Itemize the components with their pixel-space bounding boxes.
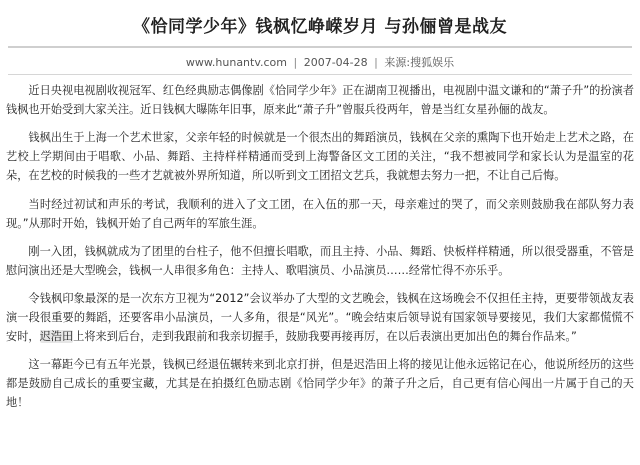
paragraph-text: 上将来到后台，走到我跟前和我亲切握手，鼓励我要再接再厉，在以后表演出更加出色的舞台作品来。” xyxy=(73,330,577,343)
highlighted-name: 迟浩田 xyxy=(39,330,74,343)
publish-date: 2007-04-28 xyxy=(303,56,368,69)
article-source: 来源:搜狐娱乐 xyxy=(384,56,455,69)
meta-separator: | xyxy=(374,56,378,69)
article-body xyxy=(6,81,634,412)
article-headline: 《恰同学少年》钱枫忆峥嵘岁月 与孙俪曾是战友 xyxy=(133,17,507,37)
article-paragraph xyxy=(6,289,634,346)
article-paragraph: 这一幕距今已有五年光景，钱枫已经退伍辗转来到北京打拼，但是迟浩田上将的接见让他永远铭记在心，他说所经历的这些都是鼓励自己成长的重要宝藏，尤其是在拍摄红色励志剧《恰同学少年》的萧子升之后，自己更有信心闯出一片属于自己的天地！ xyxy=(6,358,634,409)
article-paragraph: 刚一入团，钱枫就成为了团里的台柱子，他不但擅长唱歌，而且主持、小品、舞蹈、快板样样精通，所以很受器重，不管是慰问演出还是大型晚会，钱枫一人串很多角色：主持人、歌唱演员、小品演员……经常忙得不亦乐乎。 xyxy=(6,245,634,277)
article-meta xyxy=(6,48,634,74)
article-paragraph: 钱枫出生于上海一个艺术世家，父亲年轻的时候就是一个很杰出的舞蹈演员，钱枫在父亲的熏陶下也开始走上艺术之路，在艺校上学期间由于唱歌、小品、舞蹈、主持样样精通而受到上海警备区文工团的关注，“我不想被同学和家长认为是温室的花朵，在艺校的时候我的一些才艺就被外界所知道，所以听到文工团招文艺兵，我就想去努力一把，不让自己后悔。 xyxy=(6,131,634,182)
article-paragraph: 当时经过初试和声乐的考试，我顺利的进入了文工团，在入伍的那一天，母亲难过的哭了，而父亲则鼓励我在部队努力表现。”从那时开始，钱枫开始了自己两年的军旅生涯。 xyxy=(6,198,634,230)
source-site-link[interactable]: www.hunantv.com xyxy=(185,56,287,69)
article-paragraph: 近日央视电视剧收视冠军、红色经典励志偶像剧《恰同学少年》正在湖南卫视播出，电视剧中温文谦和的“萧子升”的扮演者钱枫也开始受到大家关注。近日钱枫大曝陈年旧事，原来此“萧子升”曾服兵役两年，曾是当红女星孙俪的战友。 xyxy=(6,84,634,116)
meta-separator: | xyxy=(293,56,298,69)
meta-divider xyxy=(8,74,632,75)
paragraph-text: 令钱枫印象最深的是一次东方卫视为“2012”会议举办了大型的文艺晚会，钱枫在这场晚会不仅担任主持，更要带领战友表演一段很重要的舞蹈，还要客串小品演员，一人多角，很是“风光”。“晚会结束后领导说有国家领导要接见，我们大家都慌慌不安时， xyxy=(6,292,634,343)
